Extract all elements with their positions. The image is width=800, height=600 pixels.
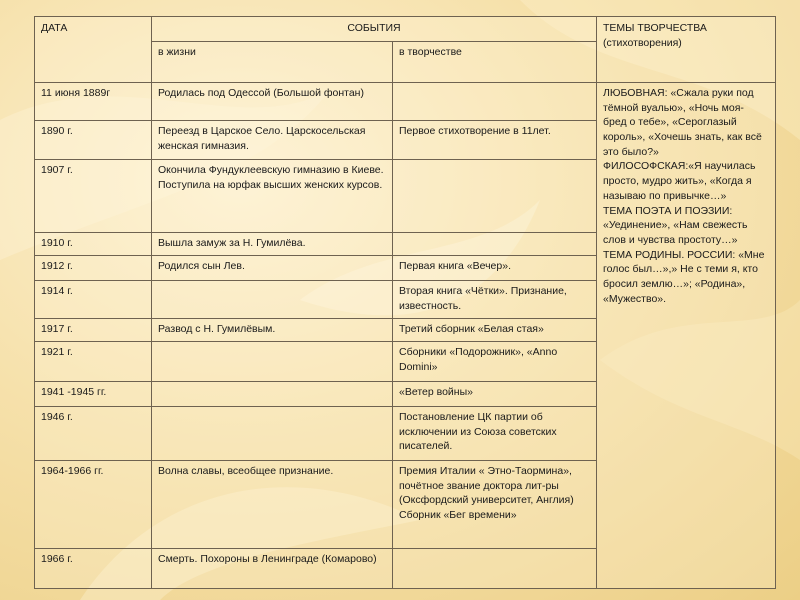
- biography-table: [34, 16, 776, 589]
- life-event-cell: [152, 281, 393, 319]
- work-event-cell: Премия Италии « Этно-Таормина», почётное звание доктора лит-ры (Оксфордский университет, Англия) Сборник «Бег времени»: [393, 461, 597, 549]
- date-cell: 1912 г.: [35, 256, 152, 281]
- life-event-cell: Развод с Н. Гумилёвым.: [152, 319, 393, 342]
- topic-homeland: ТЕМА РОДИНЫ. РОССИИ: «Мне голос был…»,» Не с теми я, кто бросил землю…»; «Родина», «Мужество».: [603, 248, 765, 305]
- topic-love: ЛЮБОВНАЯ: «Сжала руки под тёмной вуалью», «Ночь моя- бред о тебе», «Сероглазый король», «Хочешь знать, как всё это было?»: [603, 87, 762, 158]
- date-cell: 1910 г.: [35, 233, 152, 256]
- work-event-cell: Третий сборник «Белая стая»: [393, 319, 597, 342]
- work-event-cell: [393, 233, 597, 256]
- events-header: СОБЫТИЯ: [152, 17, 597, 42]
- creative-topics-cell: [597, 83, 776, 589]
- in-life-subheader: в жизни: [152, 42, 393, 83]
- life-event-cell: Переезд в Царское Село. Царскосельская женская гимназия.: [152, 121, 393, 160]
- date-cell: 1907 г.: [35, 160, 152, 233]
- life-event-cell: Родилась под Одессой (Большой фонтан): [152, 83, 393, 121]
- topic-philosophy: ФИЛОСОФСКАЯ:«Я научилась просто, мудро жить», «Когда я называю по привычке…»: [603, 160, 756, 202]
- date-cell: 1890 г.: [35, 121, 152, 160]
- date-cell: 1921 г.: [35, 342, 152, 382]
- date-cell: 1941 -1945 гг.: [35, 382, 152, 407]
- themes-header-title: ТЕМЫ ТВОРЧЕСТВА: [603, 22, 707, 34]
- date-cell: 1966 г.: [35, 549, 152, 589]
- work-event-cell: Сборники «Подорожник», «Anno Domini»: [393, 342, 597, 382]
- life-event-cell: [152, 382, 393, 407]
- life-event-cell: Смерть. Похороны в Ленинграде (Комарово): [152, 549, 393, 589]
- in-work-subheader: в творчестве: [393, 42, 597, 83]
- life-event-cell: Окончила Фундуклеевскую гимназию в Киеве. Поступила на юрфак высших женских курсов.: [152, 160, 393, 233]
- date-cell: 1964-1966 гг.: [35, 461, 152, 549]
- work-event-cell: [393, 549, 597, 589]
- work-event-cell: Первое стихотворение в 11лет.: [393, 121, 597, 160]
- life-event-cell: [152, 407, 393, 461]
- life-event-cell: Волна славы, всеобщее признание.: [152, 461, 393, 549]
- work-event-cell: Первая книга «Вечер».: [393, 256, 597, 281]
- date-cell: 1946 г.: [35, 407, 152, 461]
- work-event-cell: Вторая книга «Чётки». Признание, известность.: [393, 281, 597, 319]
- life-event-cell: [152, 342, 393, 382]
- life-event-cell: Родился сын Лев.: [152, 256, 393, 281]
- life-event-cell: Вышла замуж за Н. Гумилёва.: [152, 233, 393, 256]
- work-event-cell: [393, 83, 597, 121]
- work-event-cell: «Ветер войны»: [393, 382, 597, 407]
- work-event-cell: [393, 160, 597, 233]
- date-cell: 11 июня 1889г: [35, 83, 152, 121]
- themes-header-subtitle: (стихотворения): [603, 36, 682, 49]
- date-header: ДАТА: [35, 17, 152, 83]
- work-event-cell: Постановление ЦК партии об исключении из Союза советских писателей.: [393, 407, 597, 461]
- date-cell: 1914 г.: [35, 281, 152, 319]
- topic-poet-poetry: ТЕМА ПОЭТА И ПОЭЗИИ: «Уединение», «Нам свежесть слов и чувства простоту…»: [603, 204, 748, 246]
- date-cell: 1917 г.: [35, 319, 152, 342]
- themes-header: [597, 17, 776, 83]
- table-row: [35, 83, 776, 121]
